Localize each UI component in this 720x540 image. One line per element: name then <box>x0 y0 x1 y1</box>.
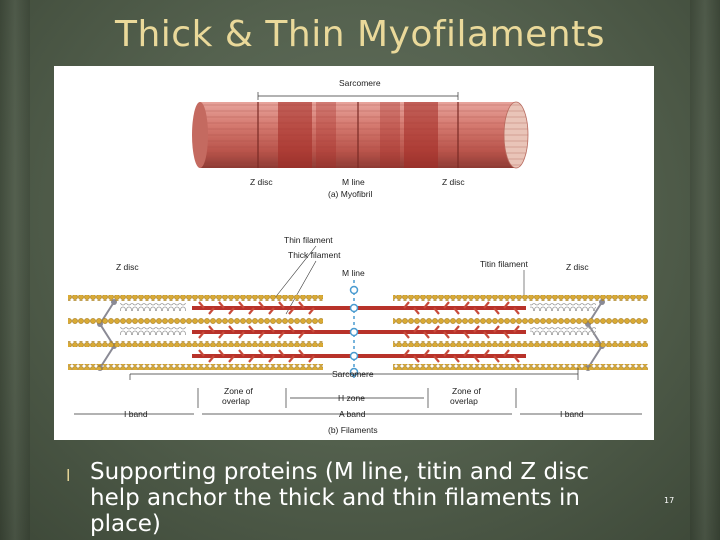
h-zone-label: H zone <box>338 393 365 403</box>
zone-overlap-left-l2: overlap <box>222 396 250 406</box>
filaments-panel <box>68 235 648 435</box>
myofilament-figure <box>54 66 654 440</box>
curtain-fold <box>690 0 720 540</box>
sarcomere-label-a: Sarcomere <box>339 78 381 88</box>
myofibril-caption: (a) Myofibril <box>328 189 373 199</box>
thin-filament-label: Thin filament <box>284 235 333 245</box>
m-line-label-b: M line <box>342 268 365 278</box>
z-disc-label-b-left: Z disc <box>116 262 139 272</box>
z-disc-label-a-right: Z disc <box>442 177 465 187</box>
a-band-label: A band <box>339 409 366 419</box>
filaments-caption: (b) Filaments <box>328 425 378 435</box>
zone-overlap-right-l1: Zone of <box>452 386 481 396</box>
sarcomere-label-b: Sarcomere <box>332 369 374 379</box>
zone-overlap-left-l1: Zone of <box>224 386 253 396</box>
zone-overlap-right-l2: overlap <box>450 396 478 406</box>
z-disc-label-b-right: Z disc <box>566 262 589 272</box>
curtain-fold <box>0 0 30 540</box>
myofibril-cap-left <box>192 102 208 168</box>
figure-svg <box>54 66 654 440</box>
thick-filament-label: Thick filament <box>288 250 341 260</box>
bullet-text: Supporting proteins (M line, titin and Z disc help anchor the thick and thin filaments in place) <box>90 459 590 537</box>
m-line-structure <box>351 280 358 378</box>
titin-filament-label: Titin filament <box>480 259 528 269</box>
myofibril-panel <box>192 78 528 199</box>
thick-filaments <box>192 302 526 362</box>
i-band-right-label: I band <box>560 409 584 419</box>
z-disc-label-a-left: Z disc <box>250 177 273 187</box>
slide-title: Thick & Thin Myofilaments <box>114 14 605 55</box>
bullet-marker: l <box>66 466 71 485</box>
slide-number: 17 <box>664 496 675 505</box>
m-line-label-a: M line <box>342 177 365 187</box>
i-band-left-label: I band <box>124 409 148 419</box>
